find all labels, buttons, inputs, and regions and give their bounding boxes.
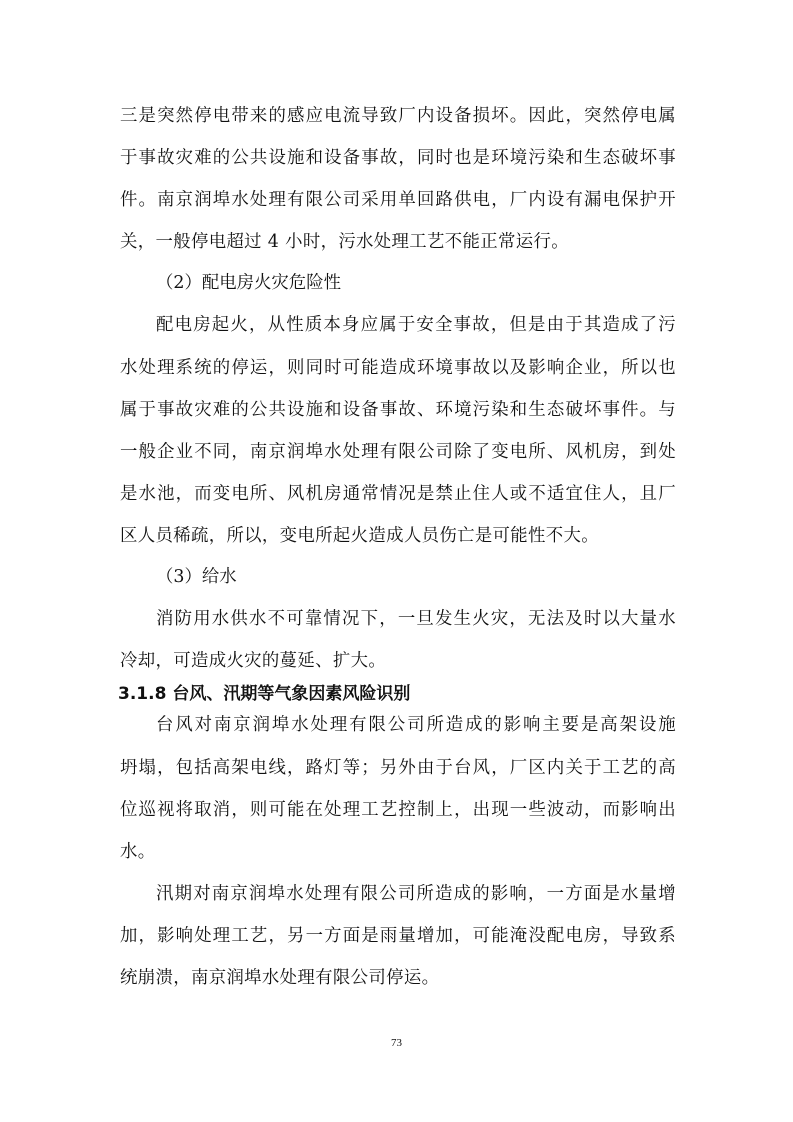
paragraph-line: 水处理系统的停运，则同时可能造成环境事故以及影响企业，所以也 [120, 358, 676, 378]
paragraph-line: 消防用水供水不可靠情况下，一旦发生火灾，无法及时以大量水 [156, 609, 676, 629]
paragraph-line: 冷却，可造成火灾的蔓延、扩大。 [120, 651, 387, 671]
paragraph-line: 属于事故灾难的公共设施和设备事故、环境污染和生态破坏事件。与 [120, 400, 676, 420]
paragraph-line: 区人员稀疏，所以，变电所起火造成人员伤亡是可能性不大。 [120, 526, 599, 546]
paragraph-line: 关，一般停电超过 4 小时，污水处理工艺不能正常运行。 [120, 232, 569, 252]
paragraph-line: 是水池，而变电所、风机房通常情况是禁止住人或不适宜住人，且厂 [120, 484, 676, 504]
paragraph-line: 三是突然停电带来的感应电流导致厂内设备损坏。因此，突然停电属 [120, 106, 676, 126]
paragraph-line: 汛期对南京润埠水处理有限公司所造成的影响，一方面是水量增 [156, 884, 676, 904]
paragraph-line: 件。南京润埠水处理有限公司采用单回路供电，厂内设有漏电保护开 [120, 190, 676, 210]
page-number: 73 [391, 1037, 402, 1049]
paragraph-line: 位巡视将取消，则可能在处理工艺控制上，出现一些波动，而影响出 [120, 800, 676, 820]
paragraph-line: 统崩溃，南京润埠水处理有限公司停运。 [120, 968, 440, 988]
paragraph-line: 坍塌，包括高架电线，路灯等；另外由于台风，厂区内关于工艺的高 [120, 758, 676, 778]
paragraph-line: 水。 [120, 842, 156, 862]
paragraph-line: 于事故灾难的公共设施和设备事故，同时也是环境污染和生态破坏事 [120, 148, 676, 168]
paragraph-line: 一般企业不同，南京润埠水处理有限公司除了变电所、风机房，到处 [120, 442, 676, 462]
paragraph-line: 配电房起火，从性质本身应属于安全事故，但是由于其造成了污 [156, 315, 676, 335]
section-heading: 3.1.8 台风、汛期等气象因素风险识别 [118, 684, 411, 704]
subheading-water-supply: （3）给水 [156, 567, 237, 587]
paragraph-line: 台风对南京润埠水处理有限公司所造成的影响主要是高架设施 [156, 715, 676, 735]
subheading-power-room-fire: （2）配电房火灾危险性 [156, 273, 341, 293]
paragraph-line: 加，影响处理工艺，另一方面是雨量增加，可能淹没配电房，导致系 [120, 926, 676, 946]
